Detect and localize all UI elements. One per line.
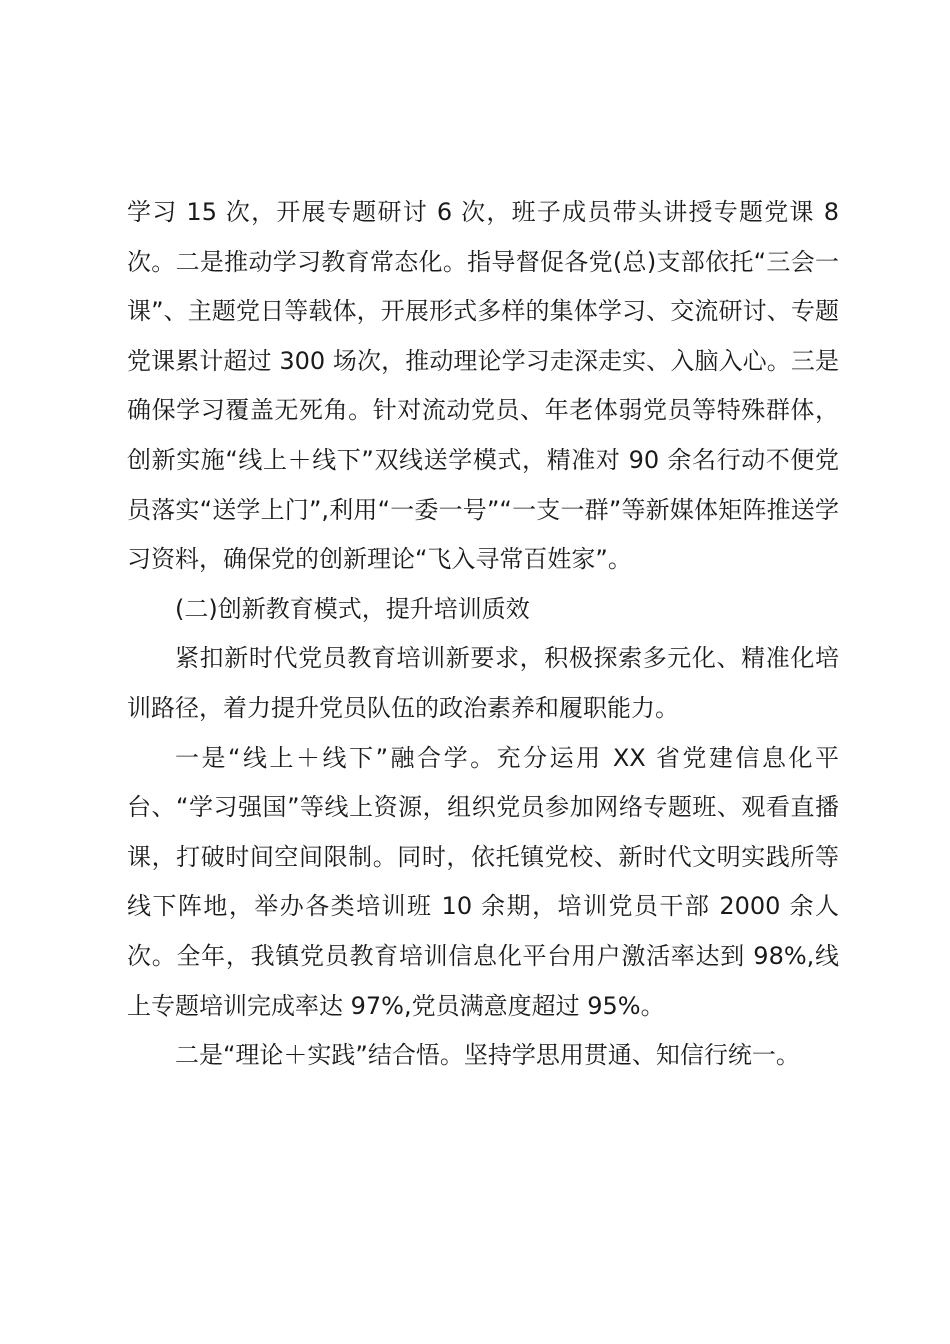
paragraph-online-offline: 一是“线上＋线下”融合学。充分运用 XX 省党建信息化平台、“学习强国”等线上资源，组织党员参加网络专题班、观看直播课，打破时间空间限制。同时，依托镇党校、新时代文明实践所等线下阵地，举办各类培训班 10 余期，培训党员干部 2000 余人次。全年，我镇党员教育培训信息化平台用户激活率达到 98%,线上专题培训完成率达 97%,党员满意度超过 95%。: [127, 743, 839, 1020]
section-heading-training: (二)创新教育模式，提升培训质效: [175, 594, 530, 623]
paragraph-study-progress: 学习 15 次，开展专题研讨 6 次，班子成员带头讲授专题党课 8 次。二是推动学习教育常态化。指导督促各党(总)支部依托“三会一课”、主题党日等载体，开展形式多样的集体学习、交流研讨、专题党课累计超过 300 场次，推动理论学习走深走实、入脑入心。三是确保学习覆盖无死角。针对流动党员、年老体弱党员等特殊群体，创新实施“线上＋线下”双线送学模式，精准对 90 余名行动不便党员落实“送学上门”,利用“一委一号”“一支一群”等新媒体矩阵推送学习资料，确保党的创新理论“飞入寻常百姓家”。: [127, 198, 839, 574]
paragraph-theory-practice: 二是“理论＋实践”结合悟。坚持学思用贯通、知信行统一。: [175, 1041, 800, 1070]
body-text: [127, 188, 839, 1081]
paragraph-training-intro: 紧扣新时代党员教育培训新要求，积极探索多元化、精准化培训路径，着力提升党员队伍的政治素养和履职能力。: [127, 644, 839, 722]
